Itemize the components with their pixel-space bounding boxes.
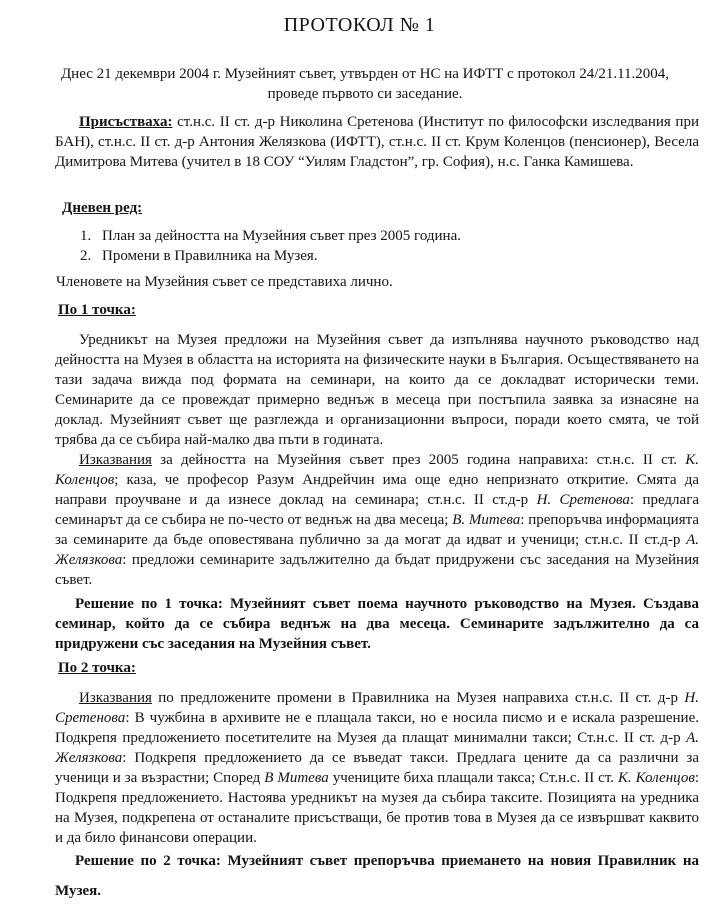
speaker-name: А. Желязкова (55, 730, 699, 766)
agenda-item-number: 1. (80, 228, 92, 244)
statement-text: по предложените промени в Правилника на Музея направиха ст.н.с. II ст. д-р (151, 690, 685, 706)
statement-text: : препоръчва информацията за семинарите да бъде оповестявана публично за да могат да идват и ученици; ст.н.с. II ст.д-р (55, 512, 699, 548)
intro-paragraph: Днес 21 декември 2004 г. Музейният съвет, утвърден от НС на ИФТТ с протокол 24/21.11.2004, проведе първото си заседание. (60, 66, 670, 102)
agenda-item-number: 2. (80, 248, 92, 264)
statement-text: : предлага семинарът да се събира не по-често от веднъж на два месеца; (55, 492, 700, 528)
agenda-item (80, 226, 461, 246)
point1-statements-label: Изказвания (79, 452, 152, 468)
speaker-name: В. Митева (452, 512, 521, 528)
statement-text: : Подкрепя предложението. Настоява уредникът на музея да събира таксите. Позицията на уредника на Музея, подкрепена от останалите присъстващи, бе против това в Музея да се извършват каквито и да било финансови операции. (55, 770, 700, 846)
speaker-name: К. Коленцов (617, 770, 695, 786)
point1-heading: По 1 точка: (58, 302, 136, 318)
statement-text: ; каза, че професор Разум Андрейчин има още едно непризнато откритие. Смята да направи проучване и да изнесе доклад на семинара; ст.н.с. II ст.д-р (55, 472, 699, 508)
statement-text: : предложи семинарите задължително да бъдат придружени със заседания на Музейния съвет. (55, 552, 699, 588)
attendees-text: ст.н.с. II ст. д-р Николина Сретенова (Институт по философски изследвания при БАН), ст.н.с. II ст. д-р Антония Желязкова (ИФТТ), ст.н.с. II ст. Крум Коленцов (пенсионер), Весела Димитрова Митева (учител в 18 СОУ “Уилям Гладстон”, гр. София), н.с. Ганка Камишева. (55, 114, 699, 170)
attendees-label: Присъстваха: (79, 114, 173, 130)
agenda-list (80, 226, 461, 266)
agenda-item (80, 246, 461, 266)
speaker-name: К. Коленцов (55, 452, 699, 488)
point2-heading: По 2 точка: (58, 660, 136, 676)
statement-text: : В чужбина в архивите не е плащала такси, но е носила писмо и е искала разрешение. Подкрепя предложението посетителите на Музея да плащат минимални такси; Ст.н.с. II ст. д-р (55, 710, 699, 746)
point1-decision: Решение по 1 точка: Музейният съвет поема научното ръководство на Музея. Създава семинар, който да се събира веднъж на два месеца. Семинарите задължително да са придружени със заседания на Музейния съвет. (55, 596, 699, 652)
point2-decision: Решение по 2 точка: Музейният съвет препоръчва приемането на новия Правилник на Музея. (55, 853, 699, 899)
point2-statements (55, 688, 699, 848)
agenda-item-text: План за дейността на Музейния съвет през 2005 година. (102, 228, 461, 244)
statement-text: : Подкрепя предложението да се въведат такси. Предлага цените да са различни за ученици и за възрастни; Според (55, 750, 699, 786)
attendees-paragraph (55, 112, 699, 172)
speaker-name: А. Желязкова (55, 532, 699, 568)
point1-paragraph: Уредникът на Музея предложи на Музейния съвет да изпълнява научното ръководство над дейността на Музея в областта на историята на физическите науки в България. Осъществяването на тази задача вижда под формата на семинари, на които да се докладват исторически теми. Семинарите да се провеждат примерно веднъж в месеца при постъпила заявка за изнасяне на доклад. Музейният съвет ще разглежда и организационни въпроси, поради което смята, че той трябва да се събира най-малко два пъти в годината. (55, 332, 699, 448)
agenda-heading: Дневен ред: (62, 200, 143, 216)
document-title: ПРОТОКОЛ № 1 (283, 14, 436, 36)
point1-statements (55, 450, 699, 590)
point2-statements-label: Изказвания (79, 690, 152, 706)
speaker-name: Н. Сретенова (55, 690, 699, 726)
members-note: Членовете на Музейния съвет се представиха лично. (56, 274, 393, 290)
speaker-name: Н. Сретенова (536, 492, 630, 508)
statement-text: учениците биха плащали такса; Ст.н.с. II ст. (328, 770, 618, 786)
speaker-name: В Митева (264, 770, 329, 786)
statement-text: за дейността на Музейния съвет през 2005 година направиха: ст.н.с. II ст. (151, 452, 686, 468)
agenda-item-text: Промени в Правилника на Музея. (102, 248, 318, 264)
